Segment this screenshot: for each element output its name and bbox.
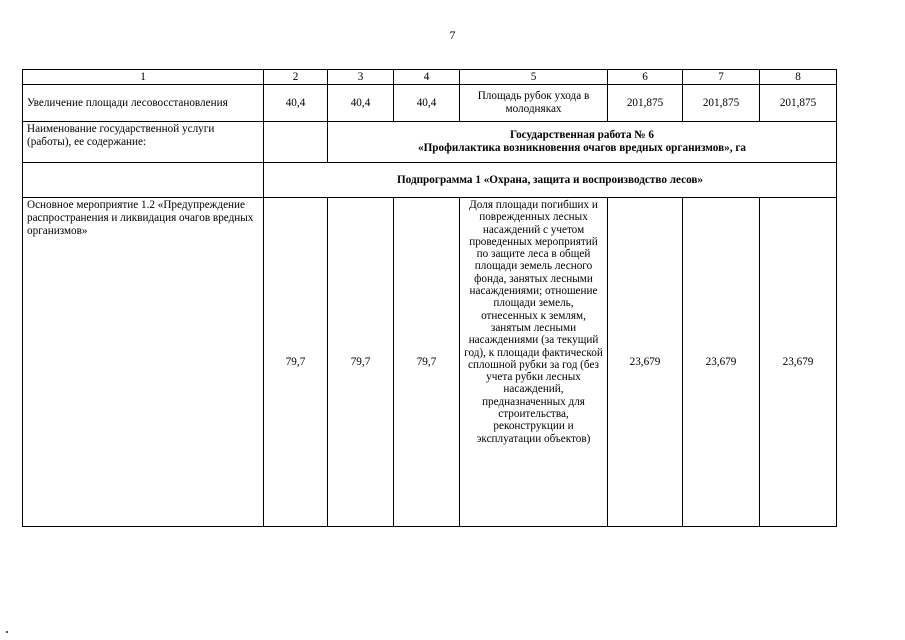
- header-cell: 7: [683, 70, 760, 85]
- table-row: [23, 122, 837, 163]
- value-cell: 23,679: [760, 198, 837, 527]
- service-subtitle: «Профилактика возникновения очагов вредных организмов», га: [417, 142, 746, 154]
- value-cell: 201,875: [608, 85, 683, 122]
- value-cell: 79,7: [394, 198, 460, 527]
- value-cell: 40,4: [394, 85, 460, 122]
- subprogram-title: Подпрограмма 1 «Охрана, защита и воспроизводство лесов»: [264, 163, 837, 198]
- service-title: Государственная работа № 6: [509, 129, 655, 141]
- table-row: [23, 198, 837, 527]
- value-cell: 40,4: [264, 85, 328, 122]
- value-cell: 79,7: [328, 198, 394, 527]
- value-cell: 40,4: [328, 85, 394, 122]
- header-row: [23, 70, 837, 85]
- table-row: [23, 85, 837, 122]
- header-cell: 8: [760, 70, 837, 85]
- program-table: [22, 69, 837, 527]
- value-cell: 201,875: [760, 85, 837, 122]
- scan-artifact: [6, 631, 8, 633]
- header-cell: 1: [23, 70, 264, 85]
- header-cell: 2: [264, 70, 328, 85]
- page-number: 7: [449, 28, 456, 42]
- indicator-cell: Площадь рубок ухода в молодняках: [460, 85, 608, 122]
- header-cell: 5: [460, 70, 608, 85]
- empty-cell: [264, 122, 328, 163]
- table-row: [23, 163, 837, 198]
- row-label: Наименование государственной услуги (работы), ее содержание:: [23, 122, 264, 163]
- row-label: Основное мероприятие 1.2 «Предупреждение распространения и ликвидация очагов вредных организмов»: [23, 198, 264, 527]
- service-title-cell: [328, 122, 837, 163]
- header-cell: 4: [394, 70, 460, 85]
- value-cell: 23,679: [683, 198, 760, 527]
- header-cell: 3: [328, 70, 394, 85]
- value-cell: 23,679: [608, 198, 683, 527]
- empty-cell: [23, 163, 264, 198]
- row-label: Увеличение площади лесовосстановления: [23, 85, 264, 122]
- value-cell: 79,7: [264, 198, 328, 527]
- indicator-cell: Доля площади погибших и поврежденных лесных насаждений с учетом проведенных мероприятий по защите леса в общей площади земель лесного фонда, занятых лесными насаждениями; отношение площади земель, отнесенных к землям, занятым лесными насаждениями (за текущий год), к площади фактической сплошной рубки за год (без учета рубки лесных насаждений, предназначенных для строительства, реконструкции и эксплуатации объектов): [460, 198, 608, 527]
- value-cell: 201,875: [683, 85, 760, 122]
- header-cell: 6: [608, 70, 683, 85]
